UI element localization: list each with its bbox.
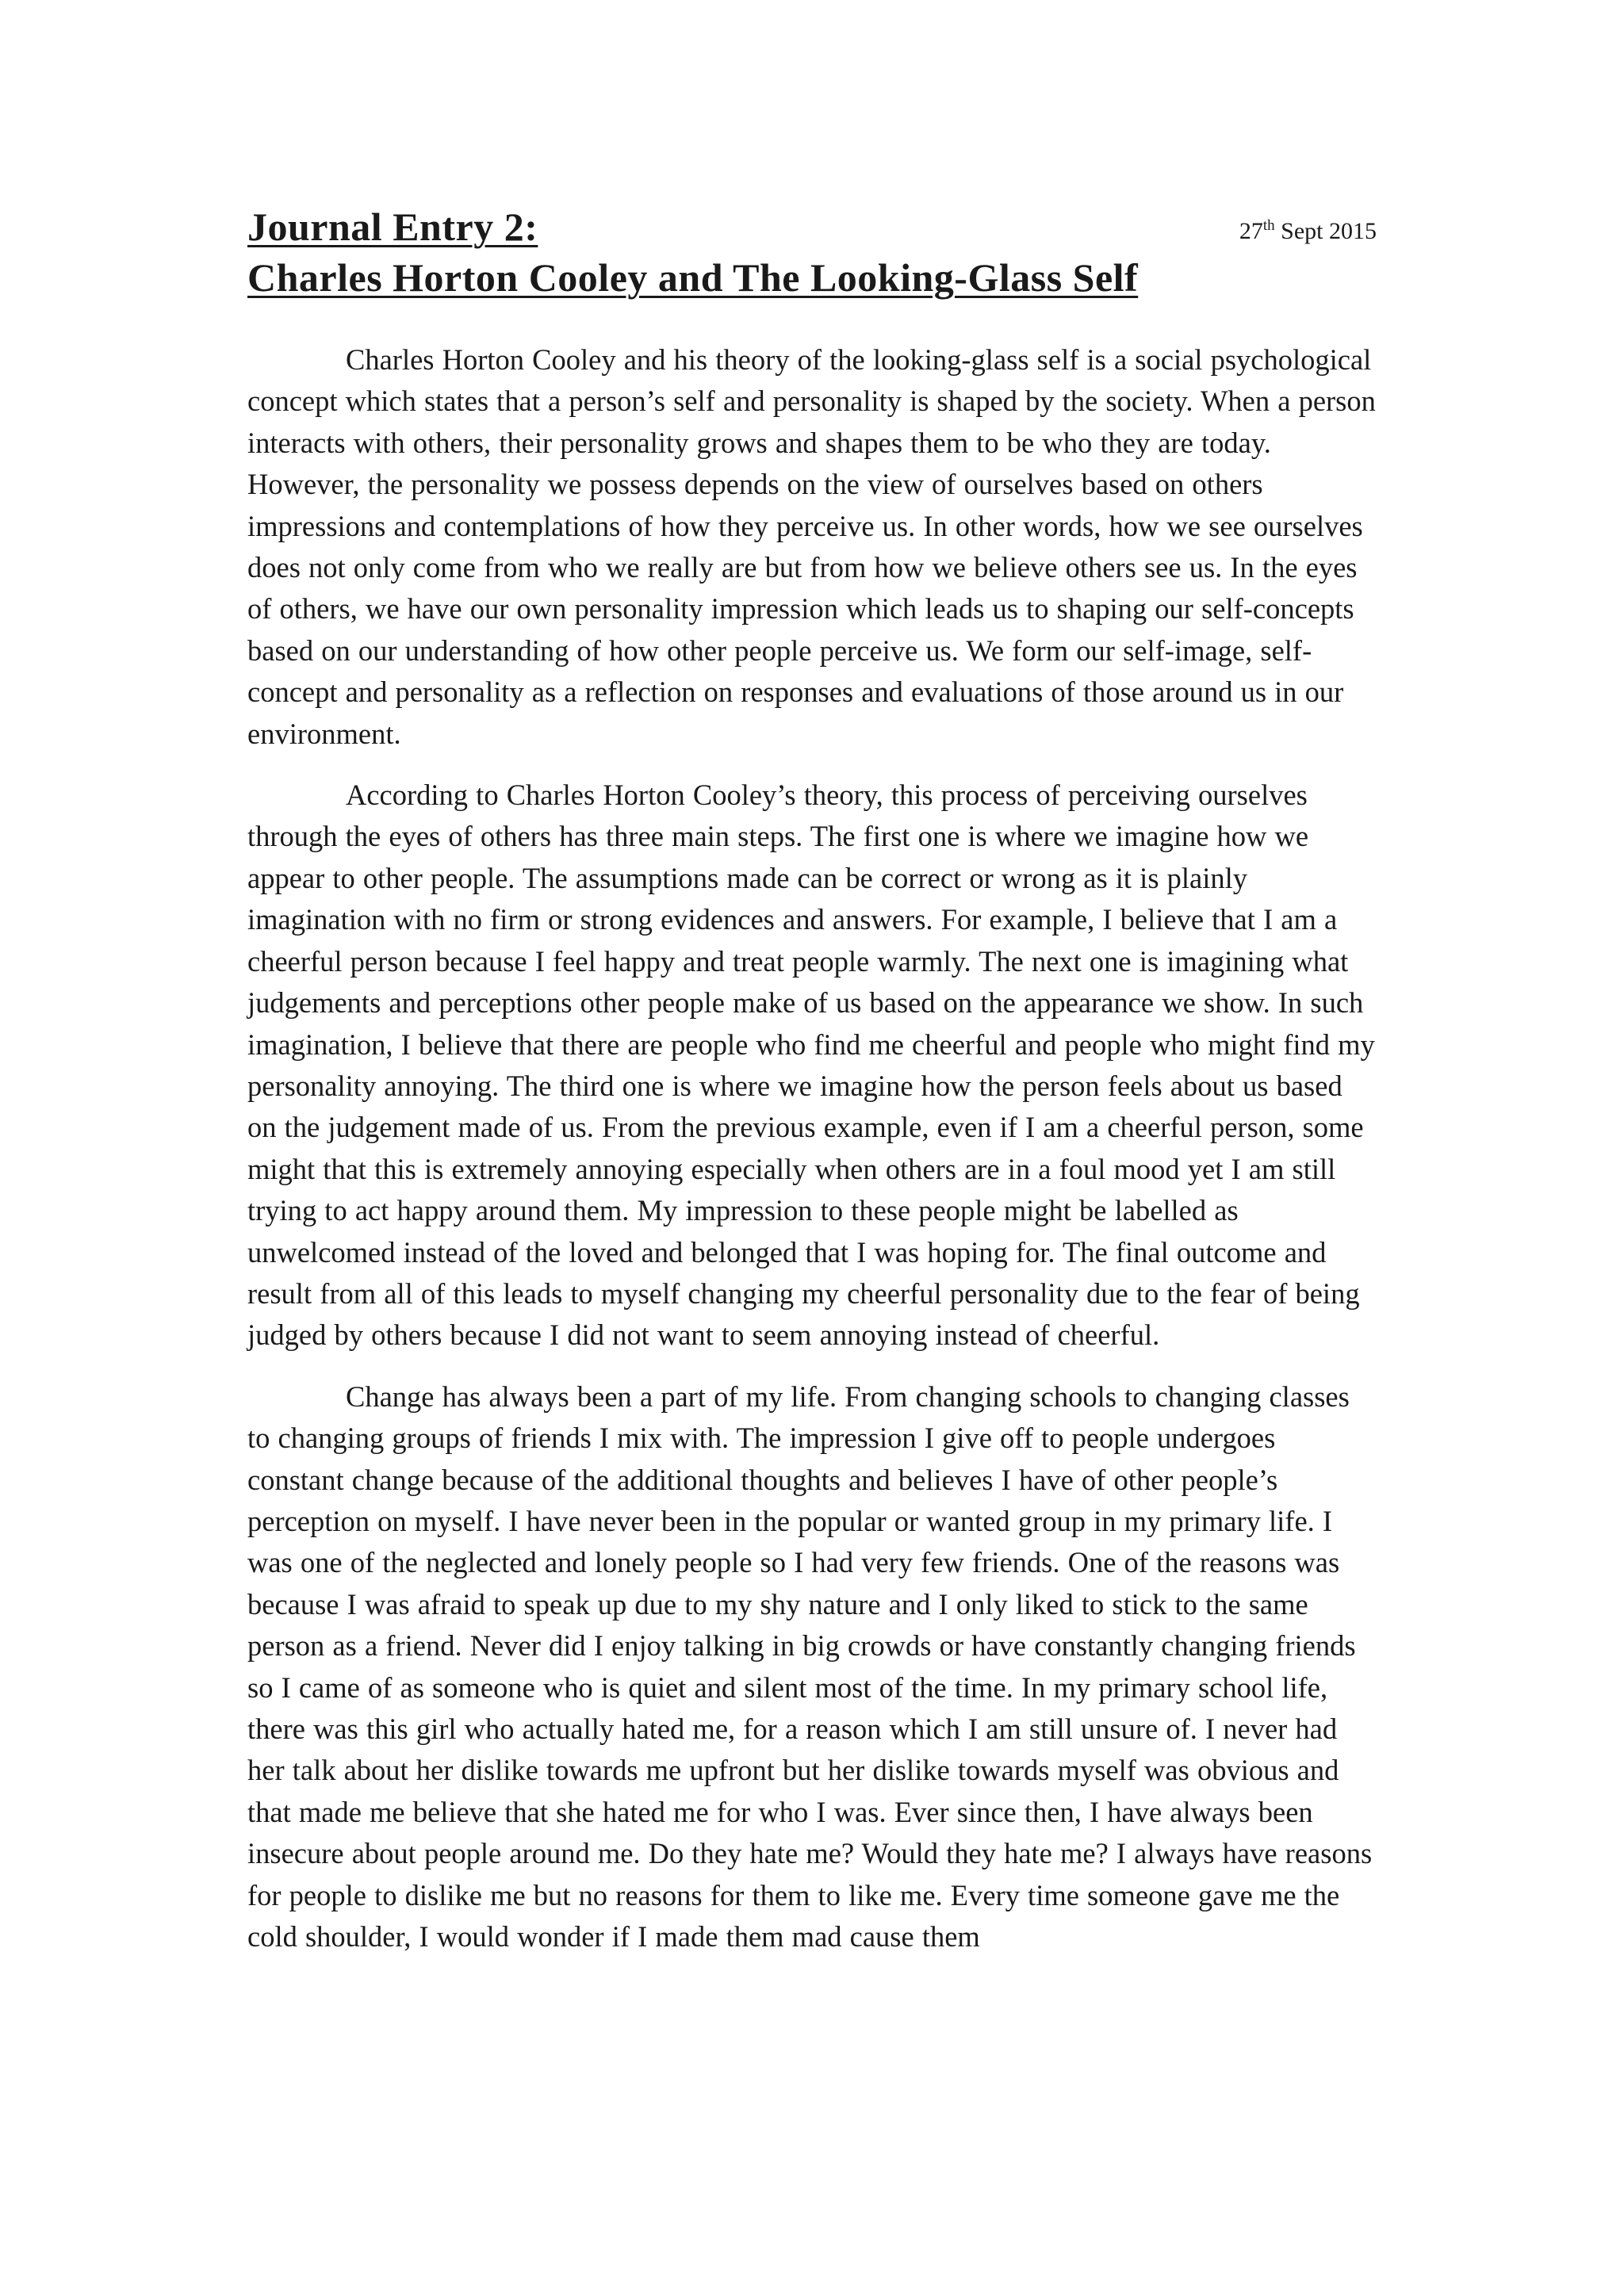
paragraph-1: Charles Horton Cooley and his theory of the looking-glass self is a social psychological concept which states that a person’s self and personality is shaped by the society. When a person interacts with others, their personality grows and shapes them to be who they are today. However, the personality we possess depends on the view of ourselves based on others impressions and contemplations of how they perceive us. In other words, how we see ourselves does not only come from who we really are but from how we believe others see us. In the eyes of others, we have our own personality impression which leads us to shaping our self-concepts based on our understanding of how other people perceive us. We form our self-image, self-concept and personality as a reflection on responses and evaluations of those around us in our environment.	[247, 343, 1376, 750]
entry-date	[1239, 216, 1377, 247]
journal-body	[247, 339, 1377, 1957]
title-line-2: Charles Horton Cooley and The Looking-Glass Self	[247, 255, 1139, 300]
date-suffix: th	[1262, 217, 1275, 234]
journal-content	[247, 201, 1377, 1977]
date-day: 27	[1239, 218, 1263, 244]
journal-header	[247, 201, 1377, 303]
title-line-1: Journal Entry 2:	[247, 205, 538, 249]
paragraph-3: Change has always been a part of my life. From changing schools to changing classes to changing groups of friends I mix with. The impression I give off to people undergoes constant change because of the additional thoughts and believes I have of other people’s perception on myself. I have never been in the popular or wanted group in my primary life. I was one of the neglected and lonely people so I had very few friends. One of the reasons was because I was afraid to speak up due to my shy nature and I only liked to stick to the same person as a friend. Never did I enjoy talking in big crowds or have constantly changing friends so I came of as someone who is quiet and silent most of the time. In my primary school life, there was this girl who actually hated me, for a reason which I am still unsure of. I never had her talk about her dislike towards me upfront but her dislike towards myself was obvious and that made me believe that she hated me for who I was. Ever since then, I have always been insecure about people around me. Do they hate me? Would they hate me? I always have reasons for people to dislike me but no reasons for them to like me. Every time someone gave me the cold shoulder, I would wonder if I made them mad cause them	[247, 1380, 1373, 1954]
paragraph-2: According to Charles Horton Cooley’s theory, this process of perceiving ourselves through the eyes of others has three main steps. The first one is where we imagine how we appear to other people. The assumptions made can be correct or wrong as it is plainly imagination with no firm or strong evidences and answers. For example, I believe that I am a cheerful person because I feel happy and treat people warmly. The next one is imagining what judgements and perceptions other people make of us based on the appearance we show. In such imagination, I believe that there are people who find me cheerful and people who might find my personality annoying. The third one is where we imagine how the person feels about us based on the judgement made of us. From the previous example, even if I am a cheerful person, some might that this is extremely annoying especially when others are in a foul mood yet I am still trying to act happy around them. My impression to these people might be labelled as unwelcomed instead of the loved and belonged that I was hoping for. The final outcome and result from all of this leads to myself changing my cheerful personality due to the fear of being judged by others because I did not want to seem annoying instead of cheerful.	[247, 779, 1375, 1352]
date-month-year: Sept 2015	[1274, 218, 1377, 244]
